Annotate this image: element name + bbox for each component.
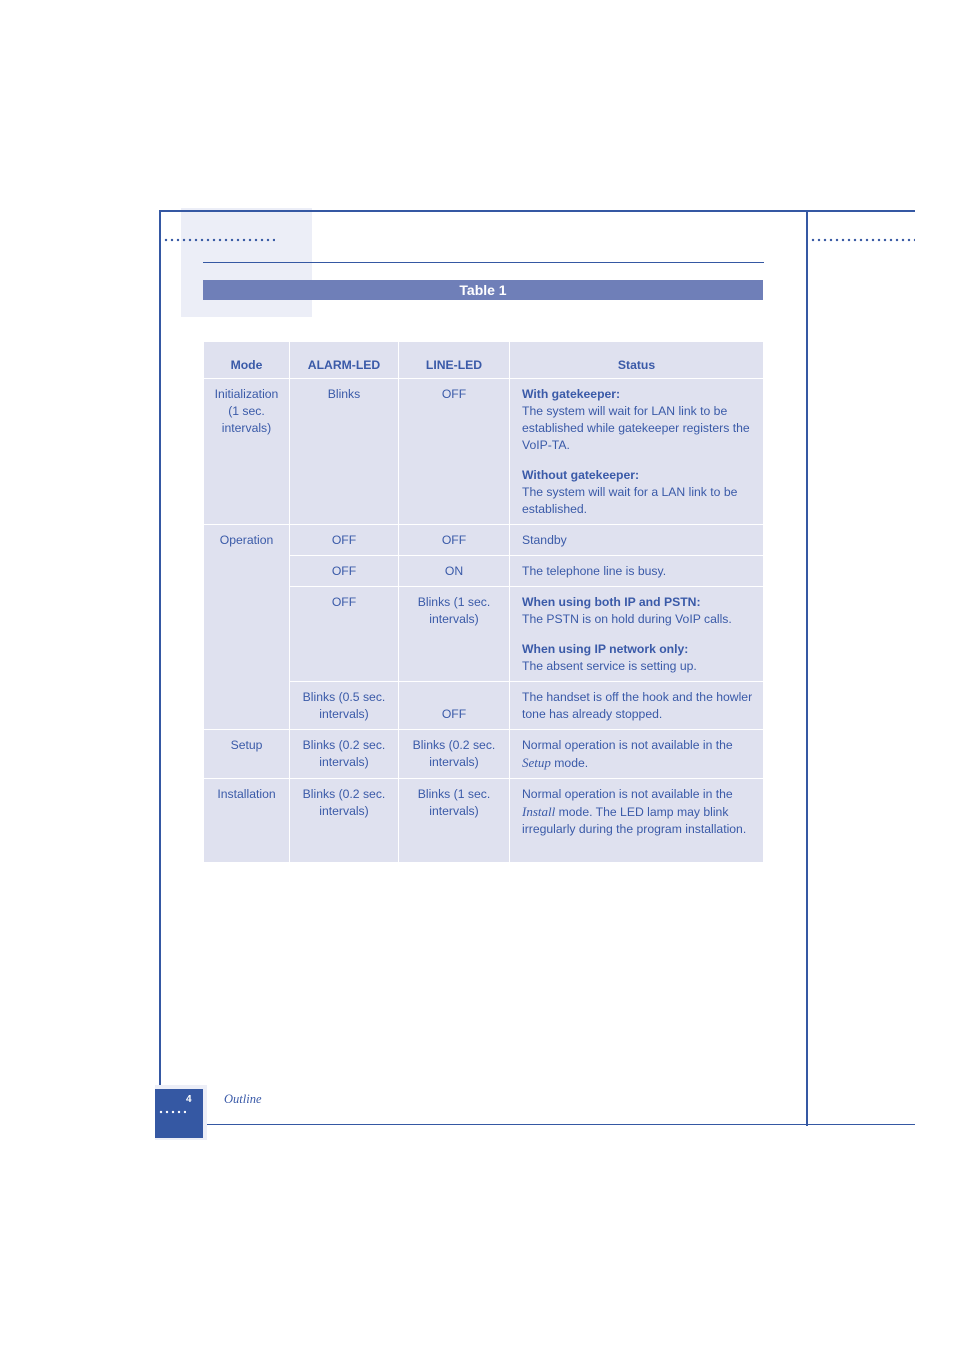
table-header-row xyxy=(204,342,764,379)
header-mode: Mode xyxy=(204,342,290,379)
header-alarm-led: ALARM-LED xyxy=(290,342,399,379)
status-text: The system will wait for LAN link to be established while gatekeeper registers the VoIP-TA. xyxy=(522,404,750,452)
table-title: Table 1 xyxy=(203,280,763,300)
cell-line-led: OFF xyxy=(399,379,510,525)
status-text: Normal operation is not available in the xyxy=(522,738,733,752)
frame-bottom-line xyxy=(206,1124,915,1125)
dotted-rule-right xyxy=(810,238,915,242)
table-row xyxy=(204,525,764,556)
cell-status: The telephone line is busy. xyxy=(510,556,764,587)
status-text: mode. The LED lamp may blink irregularly during the program installation. xyxy=(522,805,747,836)
frame-right-line xyxy=(806,210,808,1126)
status-heading: When using both IP and PSTN: xyxy=(522,595,701,609)
cell-mode: Installation xyxy=(204,779,290,863)
frame-top-line xyxy=(159,210,915,212)
cell-mode: Operation xyxy=(204,525,290,730)
status-text: mode. xyxy=(550,756,589,770)
led-status-table xyxy=(203,341,764,863)
table-row xyxy=(204,779,764,863)
cell-status: The handset is off the hook and the howler tone has already stopped. xyxy=(510,682,764,730)
status-heading: Without gatekeeper: xyxy=(522,468,640,482)
status-heading: With gatekeeper: xyxy=(522,387,621,401)
cell-status: Standby xyxy=(510,525,764,556)
cell-alarm-led: OFF xyxy=(290,587,399,682)
status-heading: When using IP network only: xyxy=(522,642,689,656)
header-status: Status xyxy=(510,342,764,379)
cell-line-led: Blinks (0.2 sec. intervals) xyxy=(399,730,510,779)
cell-line-led: Blinks (1 sec. intervals) xyxy=(399,779,510,863)
page-number: 4 xyxy=(186,1094,192,1105)
cell-alarm-led: OFF xyxy=(290,525,399,556)
status-mode-name: Install xyxy=(522,804,556,819)
status-mode-name: Setup xyxy=(522,755,551,770)
table-row xyxy=(204,730,764,779)
cell-line-led: OFF xyxy=(399,525,510,556)
cell-alarm-led: Blinks (0.2 sec. intervals) xyxy=(290,730,399,779)
cell-mode: Setup xyxy=(204,730,290,779)
cell-alarm-led: Blinks xyxy=(290,379,399,525)
cell-status xyxy=(510,587,764,682)
cell-line-led: OFF xyxy=(399,682,510,730)
cell-status xyxy=(510,379,764,525)
status-text: The absent service is setting up. xyxy=(522,659,697,673)
cell-status xyxy=(510,779,764,863)
frame-left-line xyxy=(159,210,161,1085)
section-name: Outline xyxy=(224,1092,262,1106)
cell-alarm-led: Blinks (0.5 sec. intervals) xyxy=(290,682,399,730)
status-text: The PSTN is on hold during VoIP calls. xyxy=(522,612,732,626)
cell-status xyxy=(510,730,764,779)
cell-alarm-led: OFF xyxy=(290,556,399,587)
cell-alarm-led: Blinks (0.2 sec. intervals) xyxy=(290,779,399,863)
table-row xyxy=(204,379,764,525)
dotted-rule-left xyxy=(163,238,275,242)
title-rule xyxy=(203,262,764,263)
header-line-led: LINE-LED xyxy=(399,342,510,379)
cell-mode: Initialization (1 sec. intervals) xyxy=(204,379,290,525)
status-text: The system will wait for a LAN link to be established. xyxy=(522,485,738,516)
cell-line-led: Blinks (1 sec. intervals) xyxy=(399,587,510,682)
page-dots xyxy=(158,1110,186,1114)
cell-line-led: ON xyxy=(399,556,510,587)
status-text: Normal operation is not available in the xyxy=(522,787,733,801)
